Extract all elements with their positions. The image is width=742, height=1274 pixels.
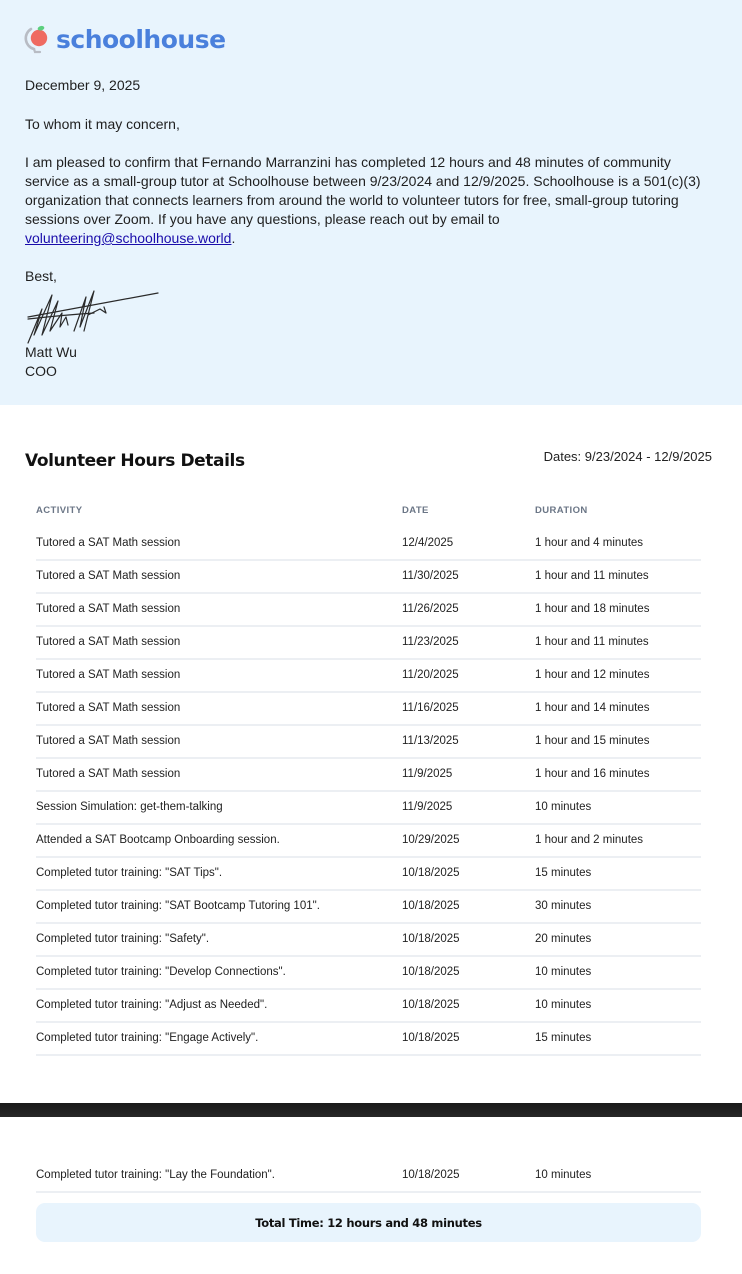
letter-section bbox=[0, 0, 742, 405]
duration-cell: 1 hour and 2 minutes bbox=[535, 834, 644, 846]
duration-cell: 15 minutes bbox=[535, 1032, 592, 1044]
signer-name: Matt Wu bbox=[25, 344, 77, 360]
date-cell: 10/18/2025 bbox=[402, 933, 460, 945]
table-row bbox=[36, 528, 701, 561]
activity-cell: Session Simulation: get-them-talking bbox=[36, 801, 223, 813]
letter-body bbox=[25, 153, 705, 248]
duration-cell: 10 minutes bbox=[535, 966, 592, 978]
activity-cell: Tutored a SAT Math session bbox=[36, 669, 181, 681]
page-break-divider bbox=[0, 1103, 742, 1117]
details-date-range: Dates: 9/23/2024 - 12/9/2025 bbox=[543, 449, 712, 464]
column-header-activity: ACTIVITY bbox=[36, 505, 83, 516]
table-row bbox=[36, 1160, 701, 1193]
duration-cell: 1 hour and 16 minutes bbox=[535, 768, 650, 780]
duration-cell: 1 hour and 4 minutes bbox=[535, 537, 644, 549]
duration-cell: 1 hour and 15 minutes bbox=[535, 735, 650, 747]
activity-cell: Completed tutor training: "Lay the Foundation". bbox=[36, 1169, 275, 1181]
duration-cell: 1 hour and 18 minutes bbox=[535, 603, 650, 615]
activity-cell: Attended a SAT Bootcamp Onboarding session. bbox=[36, 834, 280, 846]
table-row bbox=[36, 924, 701, 957]
activity-cell: Completed tutor training: "SAT Bootcamp Tutoring 101". bbox=[36, 900, 320, 912]
activity-cell: Completed tutor training: "Safety". bbox=[36, 933, 210, 945]
brand-name: schoolhouse bbox=[56, 24, 226, 54]
activity-cell: Tutored a SAT Math session bbox=[36, 702, 181, 714]
activity-cell: Completed tutor training: "Develop Connections". bbox=[36, 966, 286, 978]
date-cell: 10/29/2025 bbox=[402, 834, 460, 846]
details-title: Volunteer Hours Details bbox=[25, 451, 245, 471]
letter-date: December 9, 2025 bbox=[25, 77, 141, 93]
table-row bbox=[36, 660, 701, 693]
duration-cell: 15 minutes bbox=[535, 867, 592, 879]
table-row bbox=[36, 957, 701, 990]
column-header-duration: DURATION bbox=[535, 505, 588, 516]
table-row bbox=[36, 1023, 701, 1056]
signer-title: COO bbox=[25, 363, 57, 379]
table-row bbox=[36, 792, 701, 825]
activity-cell: Tutored a SAT Math session bbox=[36, 603, 181, 615]
letter-closing: Best, bbox=[25, 268, 57, 284]
date-cell: 11/20/2025 bbox=[402, 669, 459, 681]
letter-greeting: To whom it may concern, bbox=[25, 116, 180, 132]
table-body-page-2 bbox=[36, 1160, 701, 1193]
column-header-date: DATE bbox=[402, 505, 429, 516]
total-time-box bbox=[36, 1203, 701, 1242]
duration-cell: 10 minutes bbox=[535, 999, 592, 1011]
activity-cell: Tutored a SAT Math session bbox=[36, 636, 181, 648]
duration-cell: 10 minutes bbox=[535, 801, 592, 813]
globe-apple-icon bbox=[24, 23, 50, 55]
duration-cell: 1 hour and 11 minutes bbox=[535, 570, 649, 582]
table-body-page-1 bbox=[36, 528, 701, 1056]
date-cell: 11/26/2025 bbox=[402, 603, 459, 615]
activity-cell: Completed tutor training: "SAT Tips". bbox=[36, 867, 223, 879]
activity-cell: Tutored a SAT Math session bbox=[36, 570, 181, 582]
date-cell: 11/9/2025 bbox=[402, 801, 453, 813]
table-row bbox=[36, 627, 701, 660]
date-cell: 11/30/2025 bbox=[402, 570, 459, 582]
email-link[interactable]: volunteering@schoolhouse.world bbox=[25, 230, 232, 246]
date-cell: 12/4/2025 bbox=[402, 537, 454, 549]
duration-cell: 10 minutes bbox=[535, 1169, 592, 1181]
table-row bbox=[36, 990, 701, 1023]
date-cell: 10/18/2025 bbox=[402, 966, 460, 978]
table-row bbox=[36, 891, 701, 924]
activity-cell: Tutored a SAT Math session bbox=[36, 537, 181, 549]
table-row bbox=[36, 759, 701, 792]
date-cell: 10/18/2025 bbox=[402, 999, 460, 1011]
letter-body-end: . bbox=[231, 230, 236, 246]
duration-cell: 1 hour and 11 minutes bbox=[535, 636, 649, 648]
duration-cell: 30 minutes bbox=[535, 900, 592, 912]
table-row bbox=[36, 594, 701, 627]
letter-body-text: I am pleased to confirm that Fernando Marranzini has completed 12 hours and 48 minutes of community service as a small-group tutor at Schoolhouse between 9/23/2024 and 12/9/2025. Schoolhouse is a 501(c)(3) organization that connects learners from around the world to volunteer tutors for free, small-group tutoring sessions over Zoom. If you have any questions, please reach out by email to bbox=[25, 154, 701, 227]
activity-cell: Tutored a SAT Math session bbox=[36, 768, 181, 780]
date-cell: 11/16/2025 bbox=[402, 702, 459, 714]
date-cell: 10/18/2025 bbox=[402, 1169, 460, 1181]
schoolhouse-logo[interactable] bbox=[24, 22, 226, 56]
activity-cell: Completed tutor training: "Adjust as Needed". bbox=[36, 999, 268, 1011]
date-cell: 11/9/2025 bbox=[402, 768, 453, 780]
duration-cell: 1 hour and 12 minutes bbox=[535, 669, 650, 681]
table-row bbox=[36, 825, 701, 858]
date-cell: 11/13/2025 bbox=[402, 735, 459, 747]
total-time: Total Time: 12 hours and 48 minutes bbox=[255, 1215, 482, 1230]
duration-cell: 1 hour and 14 minutes bbox=[535, 702, 650, 714]
table-row bbox=[36, 561, 701, 594]
duration-cell: 20 minutes bbox=[535, 933, 592, 945]
activity-cell: Tutored a SAT Math session bbox=[36, 735, 181, 747]
table-row bbox=[36, 858, 701, 891]
table-row bbox=[36, 726, 701, 759]
table-row bbox=[36, 693, 701, 726]
signature-image bbox=[24, 287, 164, 347]
date-cell: 11/23/2025 bbox=[402, 636, 459, 648]
date-cell: 10/18/2025 bbox=[402, 1032, 460, 1044]
date-cell: 10/18/2025 bbox=[402, 900, 460, 912]
date-cell: 10/18/2025 bbox=[402, 867, 460, 879]
activity-cell: Completed tutor training: "Engage Actively". bbox=[36, 1032, 259, 1044]
